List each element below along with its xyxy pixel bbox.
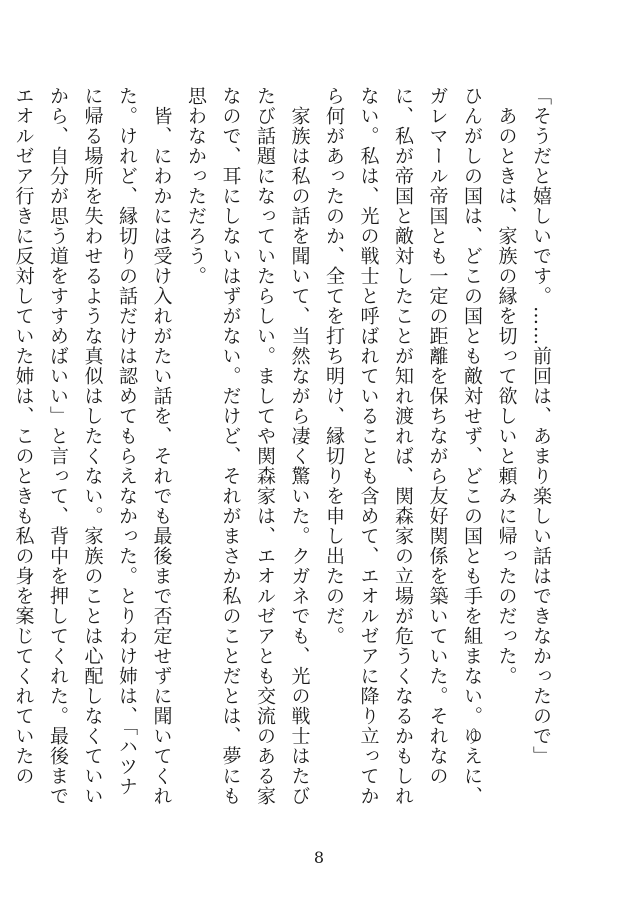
paragraph-3: ひんがしの国は、どこの国とも敵対せず、どこの国とも手を組まない。ゆえに、ガレマール帝国とも一定の距離を保ちながら友好関係を築いていた。それなのに、私が帝国と敵対したことが知れ渡れば、関森家の立場が危うくなるかもしれない。私は、光の戦士と呼ばれていることも含めて、エオルゼアに降り立ってから何があったのか、全てを打ち明け、縁切りを申し出たのだ。	[323, 86, 483, 806]
page-number: 8	[313, 848, 325, 867]
paragraph-1: 「そうだと嬉しいです。……前回は、あまり楽しい話はできなかったので」	[530, 86, 552, 766]
body-text	[12, 86, 558, 806]
paragraph-4: 家族は私の話を聞いて、当然ながら凄く驚いた。クガネでも、光の戦士はたびたび話題になっていたらしい。ましてや関森家は、エオルゼアとも交流のある家なので、耳にしないはずがない。だけど、それがまさか私のことだとは、夢にも思わなかっただろう。	[185, 86, 311, 806]
paragraph-2: あのときは、家族の縁を切って欲しいと頼みに帰ったのだった。	[495, 86, 518, 686]
paragraph-5: 皆、にわかには受け入れがたい話を、それでも最後まで否定せずに聞いてくれた。けれど、縁切りの話だけは認めてもらえなかった。とりわけ姉は、「ハツナに帰る場所を失わせるような真似はしたくない。家族のことは心配しなくていいから、自分が思う道をすすめばいい」と言って、背中を押してくれた。最後までエオルゼア行きに反対していた姉は、このときも私の身を案じてくれていたの	[12, 86, 173, 806]
